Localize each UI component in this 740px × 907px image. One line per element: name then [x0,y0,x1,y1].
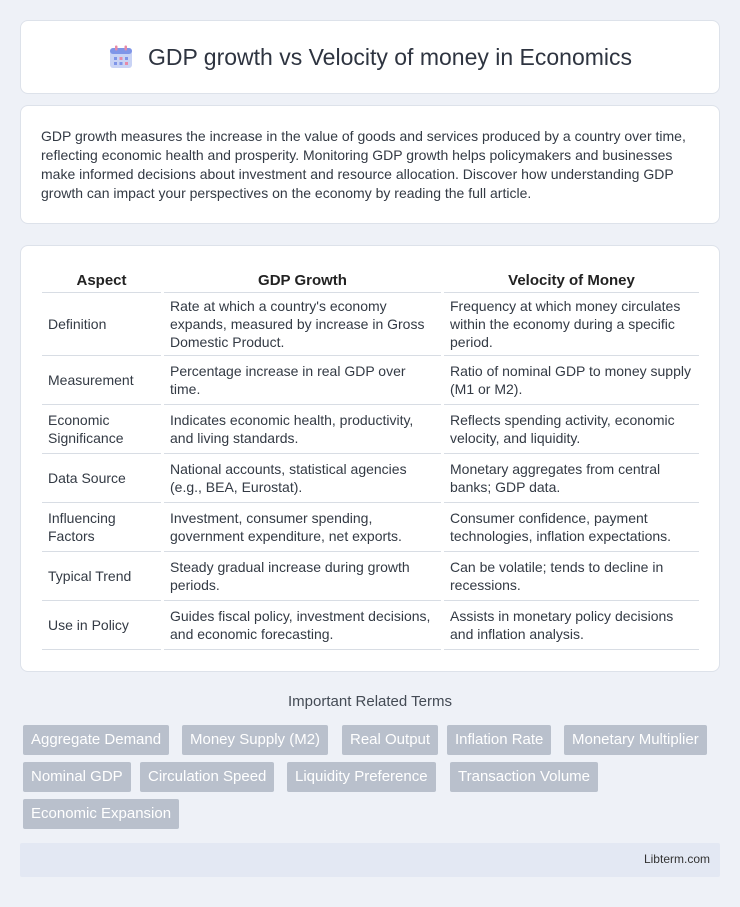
header-velocity-of-money: Velocity of Money [444,266,699,292]
gdp-cell: Rate at which a country's economy expands, measured by increase in Gross Domestic Product. [164,292,441,355]
related-term-tag[interactable]: Monetary Multiplier [564,725,707,755]
header-aspect: Aspect [42,266,161,292]
related-term-tag[interactable]: Circulation Speed [140,762,274,792]
gdp-cell: Guides fiscal policy, investment decisions, and economic forecasting. [164,600,441,649]
related-term-tag[interactable]: Nominal GDP [23,762,131,792]
aspect-cell: Typical Trend [42,551,161,600]
related-term-tag[interactable]: Aggregate Demand [23,725,169,755]
comparison-table [42,266,699,650]
aspect-cell: Influencing Factors [42,502,161,551]
aspect-cell: Use in Policy [42,600,161,649]
table-row [42,292,699,355]
aspect-cell: Data Source [42,453,161,502]
table-row [42,355,699,404]
related-term-tag[interactable]: Inflation Rate [447,725,551,755]
velocity-cell: Monetary aggregates from central banks; GDP data. [444,453,699,502]
related-term-tag[interactable]: Liquidity Preference [287,762,436,792]
table-header-row [42,266,699,292]
velocity-cell: Reflects spending activity, economic velocity, and liquidity. [444,404,699,453]
gdp-cell: Indicates economic health, productivity, and living standards. [164,404,441,453]
table-row [42,502,699,551]
gdp-cell: Investment, consumer spending, government expenditure, net exports. [164,502,441,551]
velocity-cell: Ratio of nominal GDP to money supply (M1 or M2). [444,355,699,404]
related-term-tag[interactable]: Real Output [342,725,438,755]
velocity-cell: Assists in monetary policy decisions and inflation analysis. [444,600,699,649]
aspect-cell: Definition [42,292,161,355]
table-row [42,551,699,600]
footer-brand[interactable]: Libterm.com [643,852,710,866]
footer [20,843,720,877]
velocity-cell: Frequency at which money circulates within the economy during a specific period. [444,292,699,355]
gdp-cell: Percentage increase in real GDP over time. [164,355,441,404]
table-row [42,453,699,502]
comparison-table-card [20,245,720,672]
table-row [42,600,699,649]
page-title: GDP growth vs Velocity of money in Economics [147,43,633,70]
intro-card [20,105,720,224]
calendar-grid-icon [108,44,134,70]
related-term-tag[interactable]: Money Supply (M2) [182,725,328,755]
intro-text: GDP growth measures the increase in the value of goods and services produced by a country over time, reflecting economic health and prosperity. Monitoring GDP growth helps policymakers and businesses make informed decisions about investment and resource allocation. Discover how understanding GDP growth can impact your perspectives on the economy by reading the full article. [41,128,686,201]
gdp-cell: National accounts, statistical agencies (e.g., BEA, Eurostat). [164,453,441,502]
table-row [42,404,699,453]
aspect-cell: Economic Significance [42,404,161,453]
aspect-cell: Measurement [42,355,161,404]
velocity-cell: Consumer confidence, payment technologies, inflation expectations. [444,502,699,551]
related-term-tag[interactable]: Transaction Volume [450,762,598,792]
header-card [20,20,720,94]
related-term-tag[interactable]: Economic Expansion [23,799,179,829]
header-gdp-growth: GDP Growth [164,266,441,292]
related-terms-title: Important Related Terms [288,693,452,710]
gdp-cell: Steady gradual increase during growth periods. [164,551,441,600]
velocity-cell: Can be volatile; tends to decline in recessions. [444,551,699,600]
